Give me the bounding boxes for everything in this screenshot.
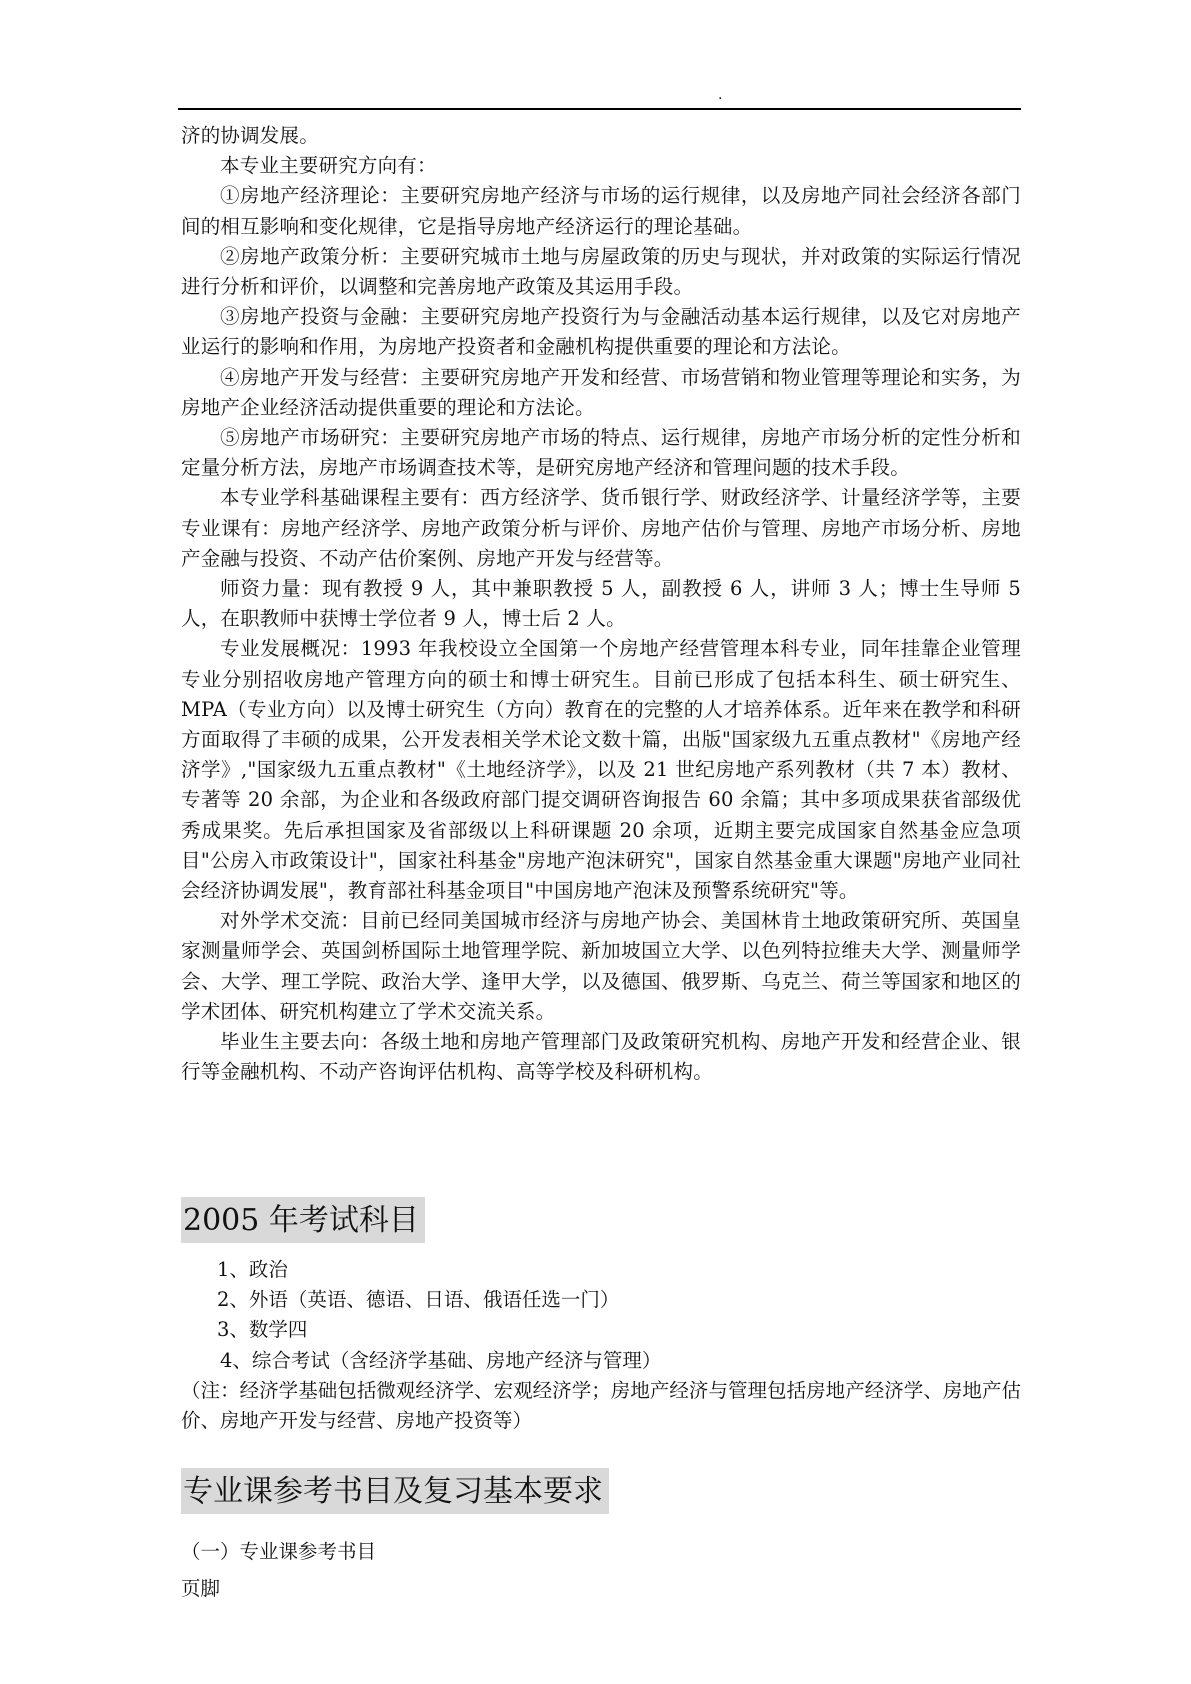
header-mark: . bbox=[718, 87, 723, 103]
paragraph: 专业发展概况：1993 年我校设立全国第一个房地产经营管理本科专业，同年挂靠企业管理专业分别招收房地产管理方向的硕士和博士研究生。目前已形成了包括本科生、硕士研究生、MPA（专业方向）以及博士研究生（方向）教育在的完整的人才培养体系。近年来在教学和科研方面取得了丰硕的成果，公开发表相关学术论文数十篇，出版"国家级九五重点教材"《房地产经济学》,"国家级九五重点教材"《土地经济学》，以及 21 世纪房地产系列教材（共 7 本）教材、专著等 20 余部，为企业和各级政府部门提交调研咨询报告 60 余篇；其中多项成果获省部级优秀成果奖。先后承担国家及省部级以上科研课题 20 余项，近期主要完成国家自然基金应急项目"公房入市政策设计"，国家社科基金"房地产泡沫研究"，国家自然基金重大课题"房地产业同社会经济协调发展"，教育部社科基金项目"中国房地产泡沫及预警系统研究"等。 bbox=[181, 637, 1021, 903]
exam-list bbox=[181, 1255, 1021, 1436]
reference-subheading: （一）专业课参考书目 bbox=[181, 1540, 377, 1563]
paragraph: ⑤房地产市场研究：主要研究房地产市场的特点、运行规律，房地产市场分析的定性分析和定量分析方法，房地产市场调查技术等，是研究房地产经济和管理问题的技术手段。 bbox=[181, 426, 1021, 480]
exam-item: 4、综合考试（含经济学基础、房地产经济与管理） bbox=[220, 1348, 662, 1372]
paragraph: ①房地产经济理论：主要研究房地产经济与市场的运行规律，以及房地产同社会经济各部门间的相互影响和变化规律，它是指导房地产经济运行的理论基础。 bbox=[181, 184, 1021, 238]
exam-note: （注：经济学基础包括微观经济学、宏观经济学；房地产经济与管理包括房地产经济学、房地产估价、房地产开发与经营、房地产投资等） bbox=[181, 1378, 1021, 1433]
paragraph: ④房地产开发与经营：主要研究房地产开发和经营、市场营销和物业管理等理论和实务，为房地产企业经济活动提供重要的理论和方法论。 bbox=[181, 365, 1021, 419]
reference-section-heading: 专业课参考书目及复习基本要求 bbox=[181, 1468, 609, 1514]
header-rule bbox=[178, 108, 1021, 110]
paragraph: ③房地产投资与金融：主要研究房地产投资行为与金融活动基本运行规律，以及它对房地产业运行的影响和作用，为房地产投资者和金融机构提供重要的理论和方法论。 bbox=[181, 305, 1021, 359]
exam-item: 3、数学四 bbox=[217, 1318, 308, 1342]
paragraph: ②房地产政策分析：主要研究城市土地与房屋政策的历史与现状，并对政策的实际运行情况进行分析和评价，以调整和完善房地产政策及其运用手段。 bbox=[181, 244, 1021, 299]
exam-item: 2、外语（英语、德语、日语、俄语任选一门） bbox=[217, 1288, 620, 1312]
exam-section-heading-wrap bbox=[181, 1197, 425, 1243]
exam-item: 1、政治 bbox=[217, 1258, 288, 1281]
body-text bbox=[181, 121, 1021, 1088]
paragraph: 师资力量：现有教授 9 人，其中兼职教授 5 人，副教授 6 人，讲师 3 人；博士生导师 5 人，在职教师中获博士学位者 9 人，博士后 2 人。 bbox=[181, 577, 1021, 631]
reference-section-heading-wrap bbox=[181, 1468, 609, 1514]
paragraph: 济的协调发展。 bbox=[181, 124, 319, 147]
exam-section-heading: 2005 年考试科目 bbox=[181, 1197, 425, 1243]
paragraph: 毕业生主要去向：各级土地和房地产管理部门及政策研究机构、房地产开发和经营企业、银行等金融机构、不动产咨询评估机构、高等学校及科研机构。 bbox=[181, 1030, 1021, 1084]
paragraph: 本专业主要研究方向有： bbox=[220, 154, 437, 178]
paragraph: 本专业学科基础课程主要有：西方经济学、货币银行学、财政经济学、计量经济学等，主要专业课有：房地产经济学、房地产政策分析与评价、房地产估价与管理、房地产市场分析、房地产金融与投资、不动产估价案例、房地产开发与经营等。 bbox=[181, 486, 1021, 570]
paragraph: 对外学术交流：目前已经同美国城市经济与房地产协会、美国林肯土地政策研究所、英国皇家测量师学会、英国剑桥国际土地管理学院、新加坡国立大学、以色列特拉维夫大学、测量师学会、大学、理工学院、政治大学、逢甲大学，以及德国、俄罗斯、乌克兰、荷兰等国家和地区的学术团体、研究机构建立了学术交流关系。 bbox=[181, 909, 1021, 1023]
page-footer: 页脚 bbox=[181, 1577, 221, 1600]
